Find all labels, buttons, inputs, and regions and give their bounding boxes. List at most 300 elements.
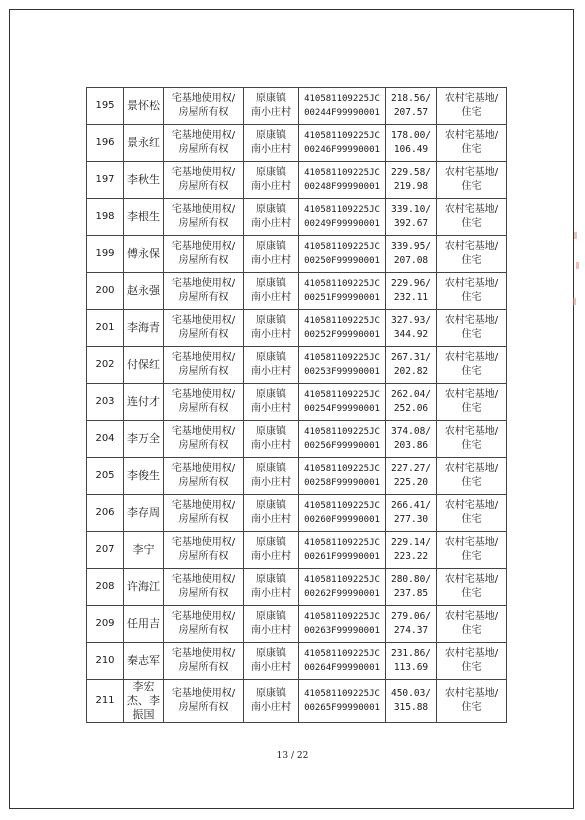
- location-line: 原康镇: [256, 648, 286, 659]
- land-use-line: 住宅: [461, 588, 482, 599]
- right-type-line: 房屋所有权: [178, 514, 229, 525]
- area-values-line: 106.49: [393, 144, 429, 155]
- right-type-line: 房屋所有权: [178, 662, 229, 673]
- row-number: 205: [95, 470, 115, 481]
- land-use-cell: [437, 495, 507, 532]
- right-type-line: 宅基地使用权/: [171, 389, 236, 400]
- right-type-line: 宅基地使用权/: [171, 93, 236, 104]
- stamp-edge-mark: [574, 232, 577, 239]
- row-number: 201: [95, 322, 115, 333]
- location-cell: [244, 680, 299, 723]
- right-type-cell: [164, 532, 244, 569]
- right-type-cell: [164, 680, 244, 723]
- row-number-cell: [87, 310, 124, 347]
- land-use-line: 农村宅基地/: [444, 500, 499, 511]
- location-cell: [244, 421, 299, 458]
- land-use-cell: [437, 125, 507, 162]
- land-use-line: 农村宅基地/: [444, 204, 499, 215]
- location-cell: [244, 310, 299, 347]
- right-type-cell: [164, 384, 244, 421]
- unit-code-line: 00249F99990001: [304, 219, 380, 229]
- land-use-line: 住宅: [461, 329, 482, 340]
- owner-name: 秦志军: [127, 654, 160, 667]
- area-values-line: 274.37: [393, 625, 429, 636]
- area-values-line: 339.10/: [390, 204, 432, 215]
- location-line: 南小庄村: [251, 702, 291, 713]
- right-type-line: 宅基地使用权/: [171, 537, 236, 548]
- location-line: 原康镇: [256, 611, 286, 622]
- land-use-cell: [437, 199, 507, 236]
- right-type-line: 宅基地使用权/: [171, 574, 236, 585]
- right-type-line: 宅基地使用权/: [171, 241, 236, 252]
- area-values-cell: [386, 532, 437, 569]
- row-number-cell: [87, 495, 124, 532]
- right-type-line: 房屋所有权: [178, 255, 229, 266]
- unit-code-line: 410581109225JC: [304, 205, 380, 215]
- row-number-cell: [87, 680, 124, 723]
- location-line: 南小庄村: [251, 255, 291, 266]
- unit-code-cell: [299, 680, 386, 723]
- location-line: 南小庄村: [251, 514, 291, 525]
- table-row: [87, 606, 507, 643]
- right-type-cell: [164, 199, 244, 236]
- area-values-line: 267.31/: [390, 352, 432, 363]
- owner-name-cell: [124, 569, 164, 606]
- area-values-line: 450.03/: [390, 688, 432, 699]
- land-use-line: 住宅: [461, 514, 482, 525]
- owner-name: 李根生: [127, 210, 160, 223]
- unit-code-line: 00248F99990001: [304, 182, 380, 192]
- right-type-cell: [164, 643, 244, 680]
- land-use-line: 农村宅基地/: [444, 278, 499, 289]
- land-use-line: 住宅: [461, 255, 482, 266]
- table-row: [87, 384, 507, 421]
- land-use-cell: [437, 162, 507, 199]
- unit-code-cell: [299, 495, 386, 532]
- location-cell: [244, 236, 299, 273]
- row-number: 195: [95, 100, 115, 111]
- row-number: 198: [95, 211, 115, 222]
- right-type-line: 房屋所有权: [178, 366, 229, 377]
- right-type-line: 宅基地使用权/: [171, 130, 236, 141]
- location-line: 原康镇: [256, 426, 286, 437]
- location-line: 原康镇: [256, 204, 286, 215]
- unit-code-line: 00246F99990001: [304, 145, 380, 155]
- location-cell: [244, 495, 299, 532]
- area-values-cell: [386, 606, 437, 643]
- area-values-line: 229.14/: [390, 537, 432, 548]
- land-use-cell: [437, 384, 507, 421]
- unit-code-line: 410581109225JC: [304, 279, 380, 289]
- land-use-line: 农村宅基地/: [444, 611, 499, 622]
- owner-name: 任用吉: [127, 617, 160, 630]
- land-use-line: 农村宅基地/: [444, 130, 499, 141]
- land-use-cell: [437, 310, 507, 347]
- table-row: [87, 532, 507, 569]
- unit-code-line: 410581109225JC: [304, 390, 380, 400]
- unit-code-line: 00253F99990001: [304, 367, 380, 377]
- location-line: 原康镇: [256, 278, 286, 289]
- owner-name: 李存周: [127, 506, 160, 519]
- row-number: 208: [95, 581, 115, 592]
- land-use-line: 住宅: [461, 477, 482, 488]
- location-cell: [244, 458, 299, 495]
- land-use-line: 住宅: [461, 292, 482, 303]
- unit-code-line: 00256F99990001: [304, 441, 380, 451]
- land-use-cell: [437, 458, 507, 495]
- table-row: [87, 273, 507, 310]
- land-use-cell: [437, 273, 507, 310]
- unit-code-cell: [299, 421, 386, 458]
- area-values-cell: [386, 569, 437, 606]
- area-values-line: 266.41/: [390, 500, 432, 511]
- land-use-line: 农村宅基地/: [444, 241, 499, 252]
- row-number: 196: [95, 137, 115, 148]
- location-line: 原康镇: [256, 574, 286, 585]
- location-cell: [244, 643, 299, 680]
- location-line: 原康镇: [256, 688, 286, 699]
- land-use-line: 农村宅基地/: [444, 352, 499, 363]
- row-number: 202: [95, 359, 115, 370]
- right-type-line: 房屋所有权: [178, 218, 229, 229]
- area-values-line: 262.04/: [390, 389, 432, 400]
- right-type-line: 房屋所有权: [178, 477, 229, 488]
- location-cell: [244, 199, 299, 236]
- location-line: 南小庄村: [251, 662, 291, 673]
- land-use-cell: [437, 421, 507, 458]
- stamp-edge-mark: [576, 262, 579, 269]
- right-type-line: 房屋所有权: [178, 625, 229, 636]
- table-row: [87, 680, 507, 723]
- area-values-cell: [386, 680, 437, 723]
- row-number-cell: [87, 88, 124, 125]
- location-line: 南小庄村: [251, 403, 291, 414]
- owner-name: 景永红: [127, 136, 160, 149]
- unit-code-cell: [299, 384, 386, 421]
- right-type-line: 宅基地使用权/: [171, 463, 236, 474]
- land-use-cell: [437, 643, 507, 680]
- land-use-line: 农村宅基地/: [444, 426, 499, 437]
- right-type-cell: [164, 125, 244, 162]
- table-row: [87, 421, 507, 458]
- owner-name: 李宁: [132, 543, 155, 556]
- area-values-line: 207.08: [393, 255, 429, 266]
- land-use-line: 住宅: [461, 403, 482, 414]
- table-row: [87, 347, 507, 384]
- location-line: 原康镇: [256, 463, 286, 474]
- row-number-cell: [87, 532, 124, 569]
- location-line: 原康镇: [256, 315, 286, 326]
- unit-code-cell: [299, 310, 386, 347]
- land-use-line: 农村宅基地/: [444, 688, 499, 699]
- row-number: 199: [95, 248, 115, 259]
- unit-code-line: 00252F99990001: [304, 330, 380, 340]
- land-use-cell: [437, 532, 507, 569]
- unit-code-cell: [299, 88, 386, 125]
- unit-code-line: 00262F99990001: [304, 589, 380, 599]
- table-row: [87, 162, 507, 199]
- area-values-cell: [386, 310, 437, 347]
- table-row: [87, 199, 507, 236]
- row-number: 200: [95, 285, 115, 296]
- right-type-line: 房屋所有权: [178, 588, 229, 599]
- row-number: 197: [95, 174, 115, 185]
- area-values-line: 280.80/: [390, 574, 432, 585]
- owner-name-cell: [124, 125, 164, 162]
- owner-name-cell: [124, 347, 164, 384]
- location-cell: [244, 88, 299, 125]
- owner-name-cell: [124, 458, 164, 495]
- right-type-cell: [164, 273, 244, 310]
- area-values-line: 315.88: [393, 702, 429, 713]
- unit-code-line: 410581109225JC: [304, 316, 380, 326]
- table-row: [87, 310, 507, 347]
- row-number-cell: [87, 384, 124, 421]
- table-row: [87, 495, 507, 532]
- unit-code-cell: [299, 569, 386, 606]
- table-row: [87, 236, 507, 273]
- owner-name: 许海江: [127, 580, 160, 593]
- area-values-cell: [386, 273, 437, 310]
- row-number-cell: [87, 199, 124, 236]
- unit-code-line: 410581109225JC: [304, 242, 380, 252]
- owner-name-cell: [124, 532, 164, 569]
- owner-name: 傅永保: [127, 247, 160, 260]
- right-type-cell: [164, 347, 244, 384]
- land-use-cell: [437, 606, 507, 643]
- location-line: 南小庄村: [251, 477, 291, 488]
- row-number: 211: [95, 695, 115, 706]
- location-line: 原康镇: [256, 352, 286, 363]
- area-values-cell: [386, 458, 437, 495]
- area-values-cell: [386, 162, 437, 199]
- unit-code-cell: [299, 643, 386, 680]
- row-number-cell: [87, 273, 124, 310]
- area-values-line: 113.69: [393, 662, 429, 673]
- location-cell: [244, 162, 299, 199]
- location-line: 原康镇: [256, 389, 286, 400]
- area-values-line: 392.67: [393, 218, 429, 229]
- row-number-cell: [87, 606, 124, 643]
- area-values-line: 178.00/: [390, 130, 432, 141]
- area-values-cell: [386, 421, 437, 458]
- location-cell: [244, 606, 299, 643]
- land-use-cell: [437, 680, 507, 723]
- land-use-line: 住宅: [461, 625, 482, 636]
- row-number: 206: [95, 507, 115, 518]
- area-values-cell: [386, 643, 437, 680]
- owner-name-cell: [124, 273, 164, 310]
- location-line: 原康镇: [256, 537, 286, 548]
- row-number-cell: [87, 569, 124, 606]
- row-number: 203: [95, 396, 115, 407]
- owner-name-cell: [124, 162, 164, 199]
- area-values-line: 374.08/: [390, 426, 432, 437]
- area-values-line: 207.57: [393, 107, 429, 118]
- area-values-cell: [386, 88, 437, 125]
- right-type-line: 宅基地使用权/: [171, 315, 236, 326]
- unit-code-line: 410581109225JC: [304, 94, 380, 104]
- location-cell: [244, 273, 299, 310]
- owner-name: 景怀松: [127, 99, 160, 112]
- unit-code-line: 410581109225JC: [304, 689, 380, 699]
- right-type-line: 宅基地使用权/: [171, 167, 236, 178]
- row-number-cell: [87, 125, 124, 162]
- land-use-cell: [437, 88, 507, 125]
- location-line: 南小庄村: [251, 218, 291, 229]
- owner-name-cell: [124, 495, 164, 532]
- land-use-line: 农村宅基地/: [444, 389, 499, 400]
- unit-code-line: 00254F99990001: [304, 404, 380, 414]
- area-values-cell: [386, 199, 437, 236]
- right-type-cell: [164, 606, 244, 643]
- right-type-line: 宅基地使用权/: [171, 278, 236, 289]
- land-use-line: 农村宅基地/: [444, 167, 499, 178]
- land-use-line: 住宅: [461, 181, 482, 192]
- table-row: [87, 458, 507, 495]
- right-type-cell: [164, 88, 244, 125]
- right-type-line: 宅基地使用权/: [171, 204, 236, 215]
- area-values-line: 252.06: [393, 403, 429, 414]
- owner-name-cell: [124, 199, 164, 236]
- area-values-line: 339.95/: [390, 241, 432, 252]
- right-type-line: 房屋所有权: [178, 144, 229, 155]
- land-use-line: 农村宅基地/: [444, 93, 499, 104]
- area-values-line: 229.58/: [390, 167, 432, 178]
- right-type-line: 宅基地使用权/: [171, 611, 236, 622]
- location-cell: [244, 347, 299, 384]
- right-type-line: 宅基地使用权/: [171, 648, 236, 659]
- land-use-line: 农村宅基地/: [444, 463, 499, 474]
- owner-name-cell: [124, 88, 164, 125]
- unit-code-line: 00250F99990001: [304, 256, 380, 266]
- area-values-line: 229.96/: [390, 278, 432, 289]
- location-line: 原康镇: [256, 500, 286, 511]
- unit-code-line: 00251F99990001: [304, 293, 380, 303]
- unit-code-line: 410581109225JC: [304, 353, 380, 363]
- unit-code-line: 410581109225JC: [304, 464, 380, 474]
- location-line: 南小庄村: [251, 440, 291, 451]
- right-type-cell: [164, 236, 244, 273]
- owner-name-cell: [124, 643, 164, 680]
- land-use-cell: [437, 569, 507, 606]
- owner-name: 李秋生: [127, 173, 160, 186]
- location-cell: [244, 532, 299, 569]
- area-values-line: 202.82: [393, 366, 429, 377]
- land-use-cell: [437, 236, 507, 273]
- right-type-line: 房屋所有权: [178, 440, 229, 451]
- area-values-line: 227.27/: [390, 463, 432, 474]
- table-row: [87, 88, 507, 125]
- page-number: 13 / 22: [276, 751, 309, 761]
- right-type-cell: [164, 569, 244, 606]
- area-values-line: 218.56/: [390, 93, 432, 104]
- right-type-line: 宅基地使用权/: [171, 500, 236, 511]
- land-use-line: 住宅: [461, 107, 482, 118]
- unit-code-cell: [299, 125, 386, 162]
- location-cell: [244, 569, 299, 606]
- unit-code-line: 410581109225JC: [304, 538, 380, 548]
- area-values-line: 344.92: [393, 329, 429, 340]
- unit-code-line: 00260F99990001: [304, 515, 380, 525]
- row-number-cell: [87, 162, 124, 199]
- area-values-line: 231.86/: [390, 648, 432, 659]
- right-type-cell: [164, 310, 244, 347]
- location-line: 原康镇: [256, 167, 286, 178]
- unit-code-line: 00261F99990001: [304, 552, 380, 562]
- right-type-line: 房屋所有权: [178, 292, 229, 303]
- unit-code-line: 410581109225JC: [304, 501, 380, 511]
- unit-code-line: 410581109225JC: [304, 575, 380, 585]
- location-line: 南小庄村: [251, 292, 291, 303]
- location-line: 南小庄村: [251, 329, 291, 340]
- area-values-line: 223.22: [393, 551, 429, 562]
- right-type-line: 房屋所有权: [178, 107, 229, 118]
- right-type-line: 房屋所有权: [178, 551, 229, 562]
- land-use-line: 农村宅基地/: [444, 315, 499, 326]
- stamp-edge-mark: [573, 298, 576, 305]
- unit-code-line: 00258F99990001: [304, 478, 380, 488]
- land-use-line: 农村宅基地/: [444, 574, 499, 585]
- land-use-line: 住宅: [461, 662, 482, 673]
- owner-name: 李宏杰、李振国: [127, 680, 160, 721]
- table-row: [87, 125, 507, 162]
- right-type-line: 宅基地使用权/: [171, 352, 236, 363]
- owner-name: 付保红: [127, 358, 160, 371]
- row-number-cell: [87, 236, 124, 273]
- owner-name-cell: [124, 384, 164, 421]
- owner-name-cell: [124, 606, 164, 643]
- unit-code-line: 00263F99990001: [304, 626, 380, 636]
- location-line: 南小庄村: [251, 366, 291, 377]
- row-number: 210: [95, 655, 115, 666]
- location-cell: [244, 384, 299, 421]
- location-line: 原康镇: [256, 93, 286, 104]
- unit-code-line: 410581109225JC: [304, 649, 380, 659]
- unit-code-cell: [299, 347, 386, 384]
- right-type-line: 房屋所有权: [178, 702, 229, 713]
- right-type-line: 宅基地使用权/: [171, 426, 236, 437]
- location-line: 南小庄村: [251, 551, 291, 562]
- area-values-line: 203.86: [393, 440, 429, 451]
- unit-code-cell: [299, 273, 386, 310]
- land-use-line: 住宅: [461, 144, 482, 155]
- location-line: 原康镇: [256, 241, 286, 252]
- area-values-line: 232.11: [393, 292, 429, 303]
- unit-code-cell: [299, 199, 386, 236]
- unit-code-line: 00244F99990001: [304, 108, 380, 118]
- right-type-line: 房屋所有权: [178, 403, 229, 414]
- unit-code-cell: [299, 532, 386, 569]
- row-number-cell: [87, 347, 124, 384]
- table-row: [87, 569, 507, 606]
- land-use-cell: [437, 347, 507, 384]
- unit-code-line: 00264F99990001: [304, 663, 380, 673]
- unit-code-line: 410581109225JC: [304, 131, 380, 141]
- land-use-line: 住宅: [461, 366, 482, 377]
- unit-code-line: 00265F99990001: [304, 703, 380, 713]
- area-values-line: 237.85: [393, 588, 429, 599]
- right-type-cell: [164, 162, 244, 199]
- area-values-line: 279.06/: [390, 611, 432, 622]
- area-values-cell: [386, 384, 437, 421]
- owner-name-cell: [124, 421, 164, 458]
- area-values-cell: [386, 125, 437, 162]
- table-row: [87, 643, 507, 680]
- registry-table: [86, 87, 507, 723]
- location-line: 南小庄村: [251, 588, 291, 599]
- land-use-line: 住宅: [461, 702, 482, 713]
